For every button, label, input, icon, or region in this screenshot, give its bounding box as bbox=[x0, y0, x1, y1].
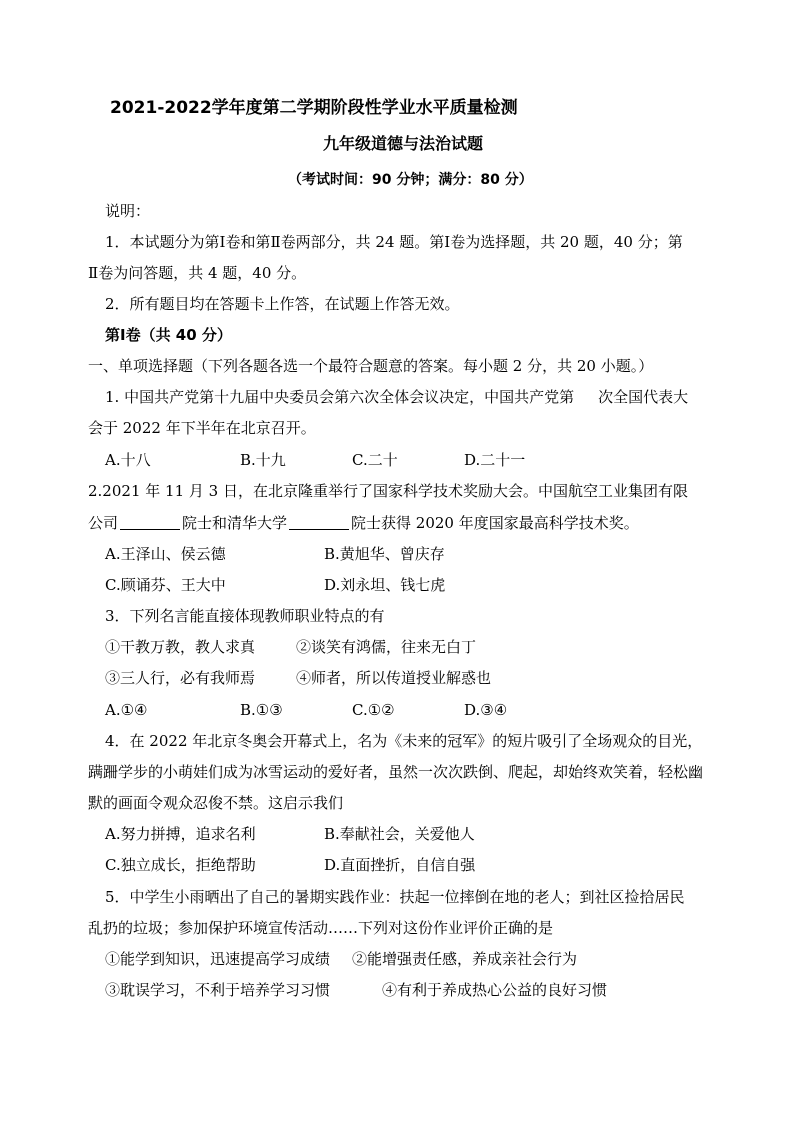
q5-item-3: ③耽误学习，不利于培养学习习惯 bbox=[105, 981, 331, 999]
q3-option-a: A.①④ bbox=[105, 701, 148, 719]
q3-option-c: C.①② bbox=[352, 701, 395, 719]
q2-option-b: B.黄旭华、曾庆存 bbox=[324, 545, 445, 563]
instruction-1-line-1: 1．本试题分为第Ⅰ卷和第Ⅱ卷两部分，共 24 题。第Ⅰ卷为选择题，共 20 题，40 分；第 bbox=[105, 233, 683, 251]
q5-item-1: ①能学到知识，迅速提高学习成绩 bbox=[105, 950, 331, 968]
q3-item-3: ③三人行，必有我师焉 bbox=[105, 669, 256, 687]
q1-option-c: C.二十 bbox=[352, 451, 398, 469]
q1-option-b: B.十九 bbox=[240, 451, 286, 469]
q1-stem-line-1 bbox=[105, 387, 688, 407]
q2-stem-line-2 bbox=[88, 513, 639, 533]
q4-stem-line-1: 4．在 2022 年北京冬奥会开幕式上，名为《未来的冠军》的短片吸引了全场观众的目光， bbox=[105, 732, 703, 750]
q4-option-d: D.直面挫折，自信自强 bbox=[324, 856, 476, 874]
exam-title: 2021-2022学年度第二学期阶段性学业水平质量检测 bbox=[110, 98, 518, 118]
q5-item-4: ④有利于养成热心公益的良好习惯 bbox=[382, 981, 608, 999]
q5-stem-line-1: 5．中学生小雨晒出了自己的暑期实践作业：扶起一位摔倒在地的老人；到社区捡拾居民 bbox=[105, 888, 685, 906]
q4-stem-line-2: 蹒跚学步的小萌娃们成为冰雪运动的爱好者，虽然一次次跌倒、爬起，却始终欢笑着，轻松幽 bbox=[88, 763, 704, 781]
q5-item-2: ②能增强责任感，养成亲社会行为 bbox=[352, 950, 578, 968]
instruction-2: 2．所有题目均在答题卡上作答，在试题上作答无效。 bbox=[105, 295, 460, 313]
q2-blank-1 bbox=[120, 514, 180, 530]
q1-stem-b: 次全国代表大 bbox=[598, 388, 689, 406]
q5-stem-line-2: 乱扔的垃圾；参加保护环境宣传活动……下列对这份作业评价正确的是 bbox=[88, 919, 554, 937]
q2-blank-2 bbox=[289, 514, 349, 530]
section-heading: 第Ⅰ卷（共 40 分） bbox=[105, 326, 232, 344]
q2-stem-line-1: 2.2021 年 11 月 3 日，在北京隆重举行了国家科学技术奖励大会。中国航空工业集团有限 bbox=[88, 482, 688, 500]
q3-item-2: ②谈笑有鸿儒，往来无白丁 bbox=[296, 638, 477, 656]
q1-stem-a: 1. 中国共产党第十九届中央委员会第六次全体会议决定，中国共产党第 bbox=[105, 388, 575, 406]
q2-stem-a: 公司 bbox=[88, 514, 119, 532]
exam-info: （考试时间：90 分钟；满分：80 分） bbox=[288, 172, 533, 188]
instructions-label: 说明： bbox=[105, 202, 151, 220]
q1-option-d: D.二十一 bbox=[464, 451, 526, 469]
q4-option-a: A.努力拼搏，追求名利 bbox=[105, 825, 256, 843]
q1-stem-line-2: 会于 2022 年下半年在北京召开。 bbox=[88, 419, 316, 437]
q3-item-1: ①干教万教，教人求真 bbox=[105, 638, 256, 656]
q3-option-d: D.③④ bbox=[464, 701, 508, 719]
part-heading: 一、单项选择题（下列各题各选一个最符合题意的答案。每小题 2 分，共 20 小题。） bbox=[88, 357, 654, 375]
q2-option-c: C.顾诵芬、王大中 bbox=[105, 576, 226, 594]
q4-stem-line-3: 默的画面令观众忍俊不禁。这启示我们 bbox=[88, 794, 344, 812]
q3-stem: 3．下列名言能直接体现教师职业特点的有 bbox=[105, 607, 385, 625]
q4-option-c: C.独立成长，拒绝帮助 bbox=[105, 856, 256, 874]
q4-option-b: B.奉献社会，关爱他人 bbox=[324, 825, 475, 843]
q2-option-d: D.刘永坦、钱七虎 bbox=[324, 576, 446, 594]
q2-stem-c: 院士获得 2020 年度国家最高科学技术奖。 bbox=[351, 514, 639, 532]
exam-subtitle: 九年级道德与法治试题 bbox=[323, 134, 484, 153]
instruction-1-line-2: Ⅱ卷为问答题，共 4 题，40 分。 bbox=[88, 264, 307, 282]
q3-option-b: B.①③ bbox=[240, 701, 283, 719]
q2-option-a: A.王泽山、侯云德 bbox=[105, 545, 226, 563]
q2-stem-b: 院士和清华大学 bbox=[182, 514, 288, 532]
q1-option-a: A.十八 bbox=[105, 451, 151, 469]
q3-item-4: ④师者，所以传道授业解惑也 bbox=[296, 669, 492, 687]
